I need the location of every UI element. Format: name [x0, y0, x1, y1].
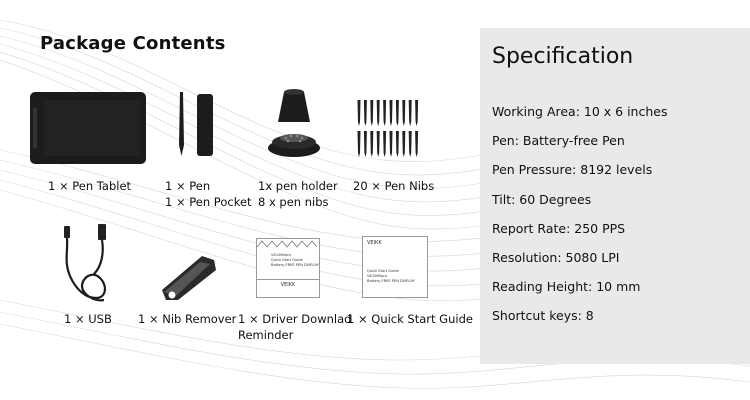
item-caption: 1 × Driver Downlad Reminder: [238, 312, 352, 342]
spec-row: Pen: Battery-free Pen: [492, 133, 625, 148]
driver-reminder-card: [256, 238, 320, 298]
pen-nib-icon: [364, 100, 367, 126]
nib-remover-item: [156, 250, 222, 304]
pen-nib-icon: [377, 100, 380, 126]
pen-nib-icon: [409, 131, 412, 157]
spec-row: Resolution: 5080 LPI: [492, 250, 620, 265]
usb-cable-item: [58, 222, 118, 308]
pen-nib-icon: [396, 131, 399, 157]
pen-nib-icon: [390, 131, 393, 157]
card-small-text: Battery-FREE PEN DISPLAY: [367, 279, 415, 283]
pen-nib-icon: [370, 131, 373, 157]
pen-holder-item: [266, 88, 322, 166]
pen-nib-icon: [377, 131, 380, 157]
card-small-text: Quick Start Guide: [271, 258, 303, 262]
pen-tablet-icon: [30, 92, 146, 164]
usb-cable-icon: [58, 222, 118, 308]
spec-row: Reading Height: 10 mm: [492, 279, 641, 294]
specification-title: Specification: [492, 44, 634, 69]
pen-nib-icon: [383, 100, 386, 126]
card-brand-text: VEIKK: [280, 282, 296, 288]
pen-nib-icon: [383, 131, 386, 157]
pen-nib-icon: [409, 100, 412, 126]
spec-row: Tilt: 60 Degrees: [492, 192, 592, 207]
item-caption: 20 × Pen Nibs: [353, 179, 435, 193]
spec-row: Shortcut keys: 8: [492, 308, 594, 323]
item-caption: 1x pen holder 8 x pen nibs: [258, 179, 338, 209]
pen-nib-icon: [390, 100, 393, 126]
pen-and-pocket-item: [172, 90, 218, 158]
nib-remover-icon: [156, 250, 222, 304]
quick-start-guide-card: [362, 236, 428, 298]
pen-nib-icon: [396, 100, 399, 126]
pen-tablet-item: [30, 92, 146, 164]
pen-and-pocket-icon: [172, 90, 218, 158]
pen-nib-icon: [402, 100, 405, 126]
specification-panel: [480, 28, 750, 364]
pen-nibs-item: [356, 98, 422, 158]
pen-nib-icon: [364, 131, 367, 157]
pen-nib-icon: [415, 131, 418, 157]
guide-brand-text: VEIKK: [367, 240, 382, 246]
card-small-text: Quick Start Guide: [367, 269, 399, 273]
card-small-text: VK1060pro: [367, 274, 387, 278]
spec-row: Pen Pressure: 8192 levels: [492, 162, 653, 177]
pen-nib-icon: [370, 100, 373, 126]
package-contents-title: Package Contents: [40, 33, 226, 54]
item-caption: 1 × Quick Start Guide: [347, 312, 473, 326]
item-caption: 1 × Pen 1 × Pen Pocket: [165, 179, 252, 209]
pen-nib-icon: [358, 100, 361, 126]
card-small-text: Battery-FREE PEN DISPLAY: [271, 263, 319, 267]
spec-row: Working Area: 10 x 6 inches: [492, 104, 668, 119]
pen-nib-icon: [358, 131, 361, 157]
pen-nibs-icon: [356, 98, 422, 158]
pen-holder-icon: [266, 88, 322, 166]
card-small-text: VK1060pro: [271, 253, 291, 257]
zigzag-pattern-icon: [257, 239, 319, 249]
spec-row: Report Rate: 250 PPS: [492, 221, 626, 236]
item-caption: 1 × Nib Remover: [138, 312, 237, 326]
pen-nib-icon: [402, 131, 405, 157]
pen-nib-icon: [415, 100, 418, 126]
item-caption: 1 × Pen Tablet: [48, 179, 132, 193]
item-caption: 1 × USB: [64, 312, 112, 326]
